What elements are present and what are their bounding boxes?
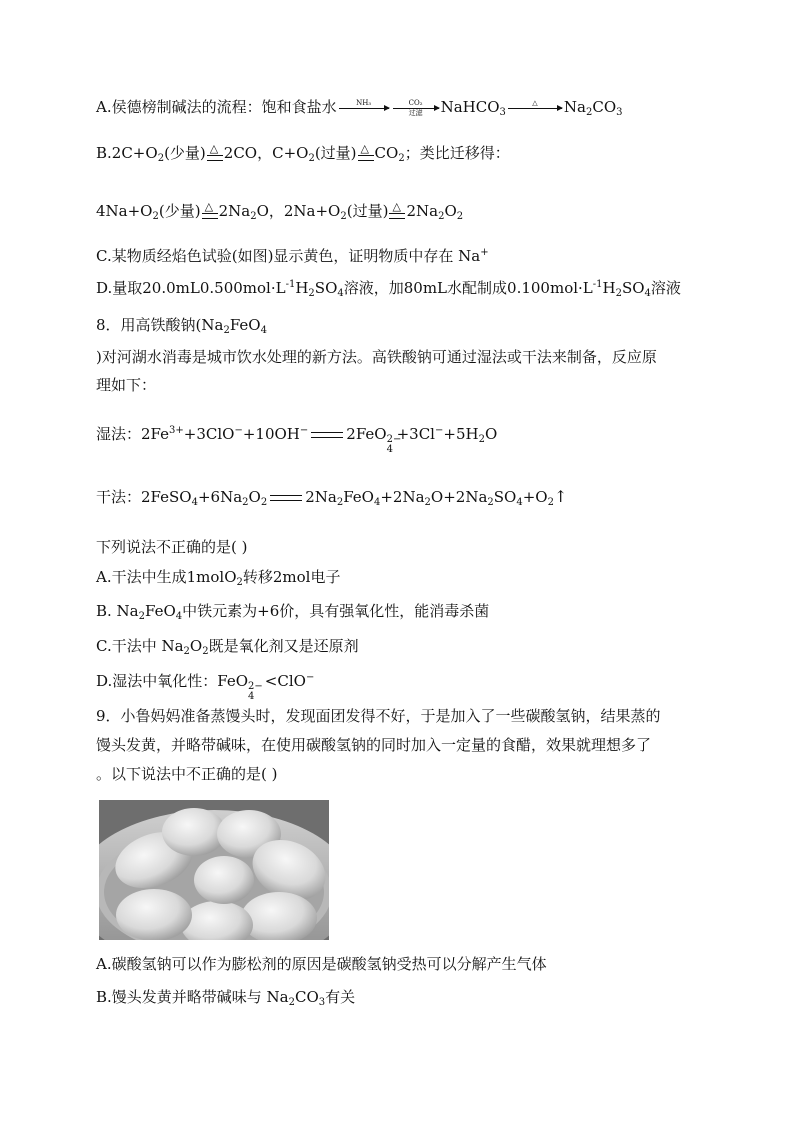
- text: +10OH: [242, 425, 300, 443]
- equals-sign: [270, 495, 302, 501]
- text: CO: [295, 988, 319, 1006]
- text: NaHCO: [440, 98, 500, 116]
- text: 4Na+O: [96, 202, 153, 220]
- text: 有关: [325, 988, 356, 1006]
- text: D.量取20.0mL0.500mol·L: [96, 279, 286, 297]
- text: 2FeO: [346, 425, 387, 443]
- text: H: [295, 279, 309, 297]
- option-7b-continued: $4Na+O_2$(少量) △ $2Na_2O$，$2Na+O_2$(过量) △ $2Na_2O_2$: [96, 200, 464, 222]
- text: SO: [314, 279, 338, 297]
- heat-equals-sign: △: [388, 201, 406, 223]
- text: 湿法：2Fe: [96, 425, 170, 443]
- text: (过量): [314, 144, 357, 162]
- text: (少量): [164, 144, 206, 162]
- text: O: [484, 425, 498, 443]
- steamed-buns-illustration: [99, 800, 329, 940]
- equals-sign: [311, 432, 343, 438]
- text: +3Cl: [396, 425, 435, 443]
- text: FeO: [145, 602, 176, 620]
- text: 溶液: [650, 279, 681, 297]
- heat-equals-sign: △: [206, 143, 224, 165]
- heat-equals-sign: △: [357, 143, 375, 165]
- option-8c: C.干法中 $Na_2O_2$既是氧化剂又是还原剂: [96, 637, 359, 657]
- question-8-line2: [96, 346, 657, 368]
- text: D.湿法中氧化性：FeO: [96, 672, 249, 690]
- text: (过量): [346, 202, 389, 220]
- text: SO: [621, 279, 645, 297]
- text: +6Na: [197, 488, 243, 506]
- option-9b: B.馒头发黄并略带碱味与 $Na_2CO_3$有关: [96, 988, 356, 1008]
- reaction-arrow: [339, 99, 389, 117]
- text: FeO: [229, 316, 261, 334]
- option-9a: [96, 953, 547, 975]
- text: (少量): [158, 202, 201, 220]
- text: 2Na: [218, 202, 251, 220]
- text: 。以下说法中不正确的是( ): [96, 765, 278, 783]
- text: O: [189, 637, 203, 655]
- option-7c: C.某物质经焰色试验(如图)显示黄色，证明物质中存在 Na+: [96, 247, 489, 265]
- text: B.2C+O: [96, 144, 158, 162]
- question-9-line1: [96, 705, 661, 727]
- question-8-prompt: [96, 536, 247, 558]
- text: 2CO，C+O: [223, 144, 309, 162]
- arrow-label: NH₃: [356, 99, 372, 107]
- heat-equals-sign: △: [201, 201, 219, 223]
- text: Na: [563, 98, 586, 116]
- option-8b: B. $Na_2FeO_4$中铁元素为+6价，具有强氧化性，能消毒杀菌: [96, 602, 490, 622]
- text: CO: [374, 144, 399, 162]
- option-8a: A.干法中生成1molO$_2$转移2mol电子: [96, 568, 341, 588]
- arrow-label: 过滤: [408, 109, 423, 117]
- text: 既是氧化剂又是还原剂: [208, 637, 359, 655]
- question-8-line3: [96, 374, 156, 396]
- text: C.干法中 Na: [96, 637, 184, 655]
- text: 转移2mol电子: [242, 568, 341, 586]
- text: B.馒头发黄并略带碱味与 Na: [96, 988, 289, 1006]
- text: 干法：2FeSO: [96, 488, 192, 506]
- text: B. Na: [96, 602, 139, 620]
- text: 2Na: [305, 488, 337, 506]
- text: O: [444, 202, 457, 220]
- text: +2Na: [380, 488, 425, 506]
- reaction-arrow: [508, 99, 562, 117]
- question-8-title: 8．用高铁酸钠($Na_2FeO_4$: [96, 316, 267, 336]
- text: +3ClO: [183, 425, 235, 443]
- text: 理如下：: [96, 376, 157, 394]
- option-7d: D.量取$20.0mL0.500mol\cdot L^{-1}H_2SO_4$溶液，加80mL水配制成$0.100mol\cdot L^{-1}H_2SO_4$溶液: [96, 279, 681, 299]
- text: O，2Na+O: [256, 202, 341, 220]
- arrow-label: CO₂: [408, 99, 423, 107]
- option-7b: $B.2C+O_2$(少量) △ 2CO，$C+O_2$(过量) △ $CO_2$；类比迁移得：: [96, 142, 510, 164]
- text: 中铁元素为+6价，具有强氧化性，能消毒杀菌: [182, 602, 490, 620]
- text: 馒头发黄，并略带碱味，在使用碳酸氢钠的同时加入一定量的食醋，效果就理想多了: [96, 736, 652, 754]
- text: 2Na: [406, 202, 439, 220]
- text: 溶液，加80mL水配制成0.100mol·L: [343, 279, 593, 297]
- text: 8．用高铁酸钠(Na: [96, 316, 224, 334]
- dry-method-equation: 干法：$2FeSO_4+6Na_2O_2$ $2Na_2FeO_4+2Na_2O+2Na_2SO_4+O_2↑$: [96, 487, 568, 508]
- text: SO: [493, 488, 517, 506]
- question-9-line2: [96, 734, 651, 756]
- text: O+2Na: [430, 488, 488, 506]
- text: <ClO: [260, 672, 306, 690]
- option-8d: D.湿法中氧化性：FeO 2− 4 <ClO−: [96, 672, 315, 702]
- text: 9．小鲁妈妈准备蒸馒头时，发现面团发得不好，于是加入了一些碳酸氢钠，结果蒸的: [96, 707, 661, 725]
- steamed-buns-photo: [99, 800, 329, 940]
- text: H: [602, 279, 616, 297]
- text: O: [248, 488, 261, 506]
- text: A.干法中生成1molO: [96, 568, 237, 586]
- text: 下列说法不正确的是( ): [96, 538, 248, 556]
- text: +O: [522, 488, 548, 506]
- text: )对河湖水消毒是城市饮水处理的新方法。高铁酸钠可通过湿法或干法来制备，反应原: [96, 348, 657, 366]
- text: C.某物质经焰色试验(如图)显示黄色，证明物质中存在 Na: [96, 247, 481, 265]
- text: +5H: [443, 425, 479, 443]
- text: FeO: [343, 488, 374, 506]
- option-7a: A.侯德榜制碱法的流程：饱和食盐水 NH₃ CO₂ 过滤 NaHCO$_3$ △ $Na_2CO_3$: [96, 98, 623, 118]
- wet-method-equation: 湿法：$2Fe^{3+}+3ClO^-+10OH^-$ 2FeO 2− 4 $+3Cl^-+5H_2O$: [96, 425, 498, 455]
- reaction-arrow: [393, 99, 439, 117]
- text: A.碳酸氢钠可以作为膨松剂的原因是碳酸氢钠受热可以分解产生气体: [96, 955, 547, 973]
- text: A.侯德榜制碱法的流程：饱和食盐水: [96, 98, 337, 116]
- text: ；类比迁移得：: [404, 144, 510, 162]
- gas-arrow-icon: ↑: [553, 487, 568, 506]
- question-9-line3: [96, 763, 277, 785]
- arrow-label: △: [532, 99, 538, 107]
